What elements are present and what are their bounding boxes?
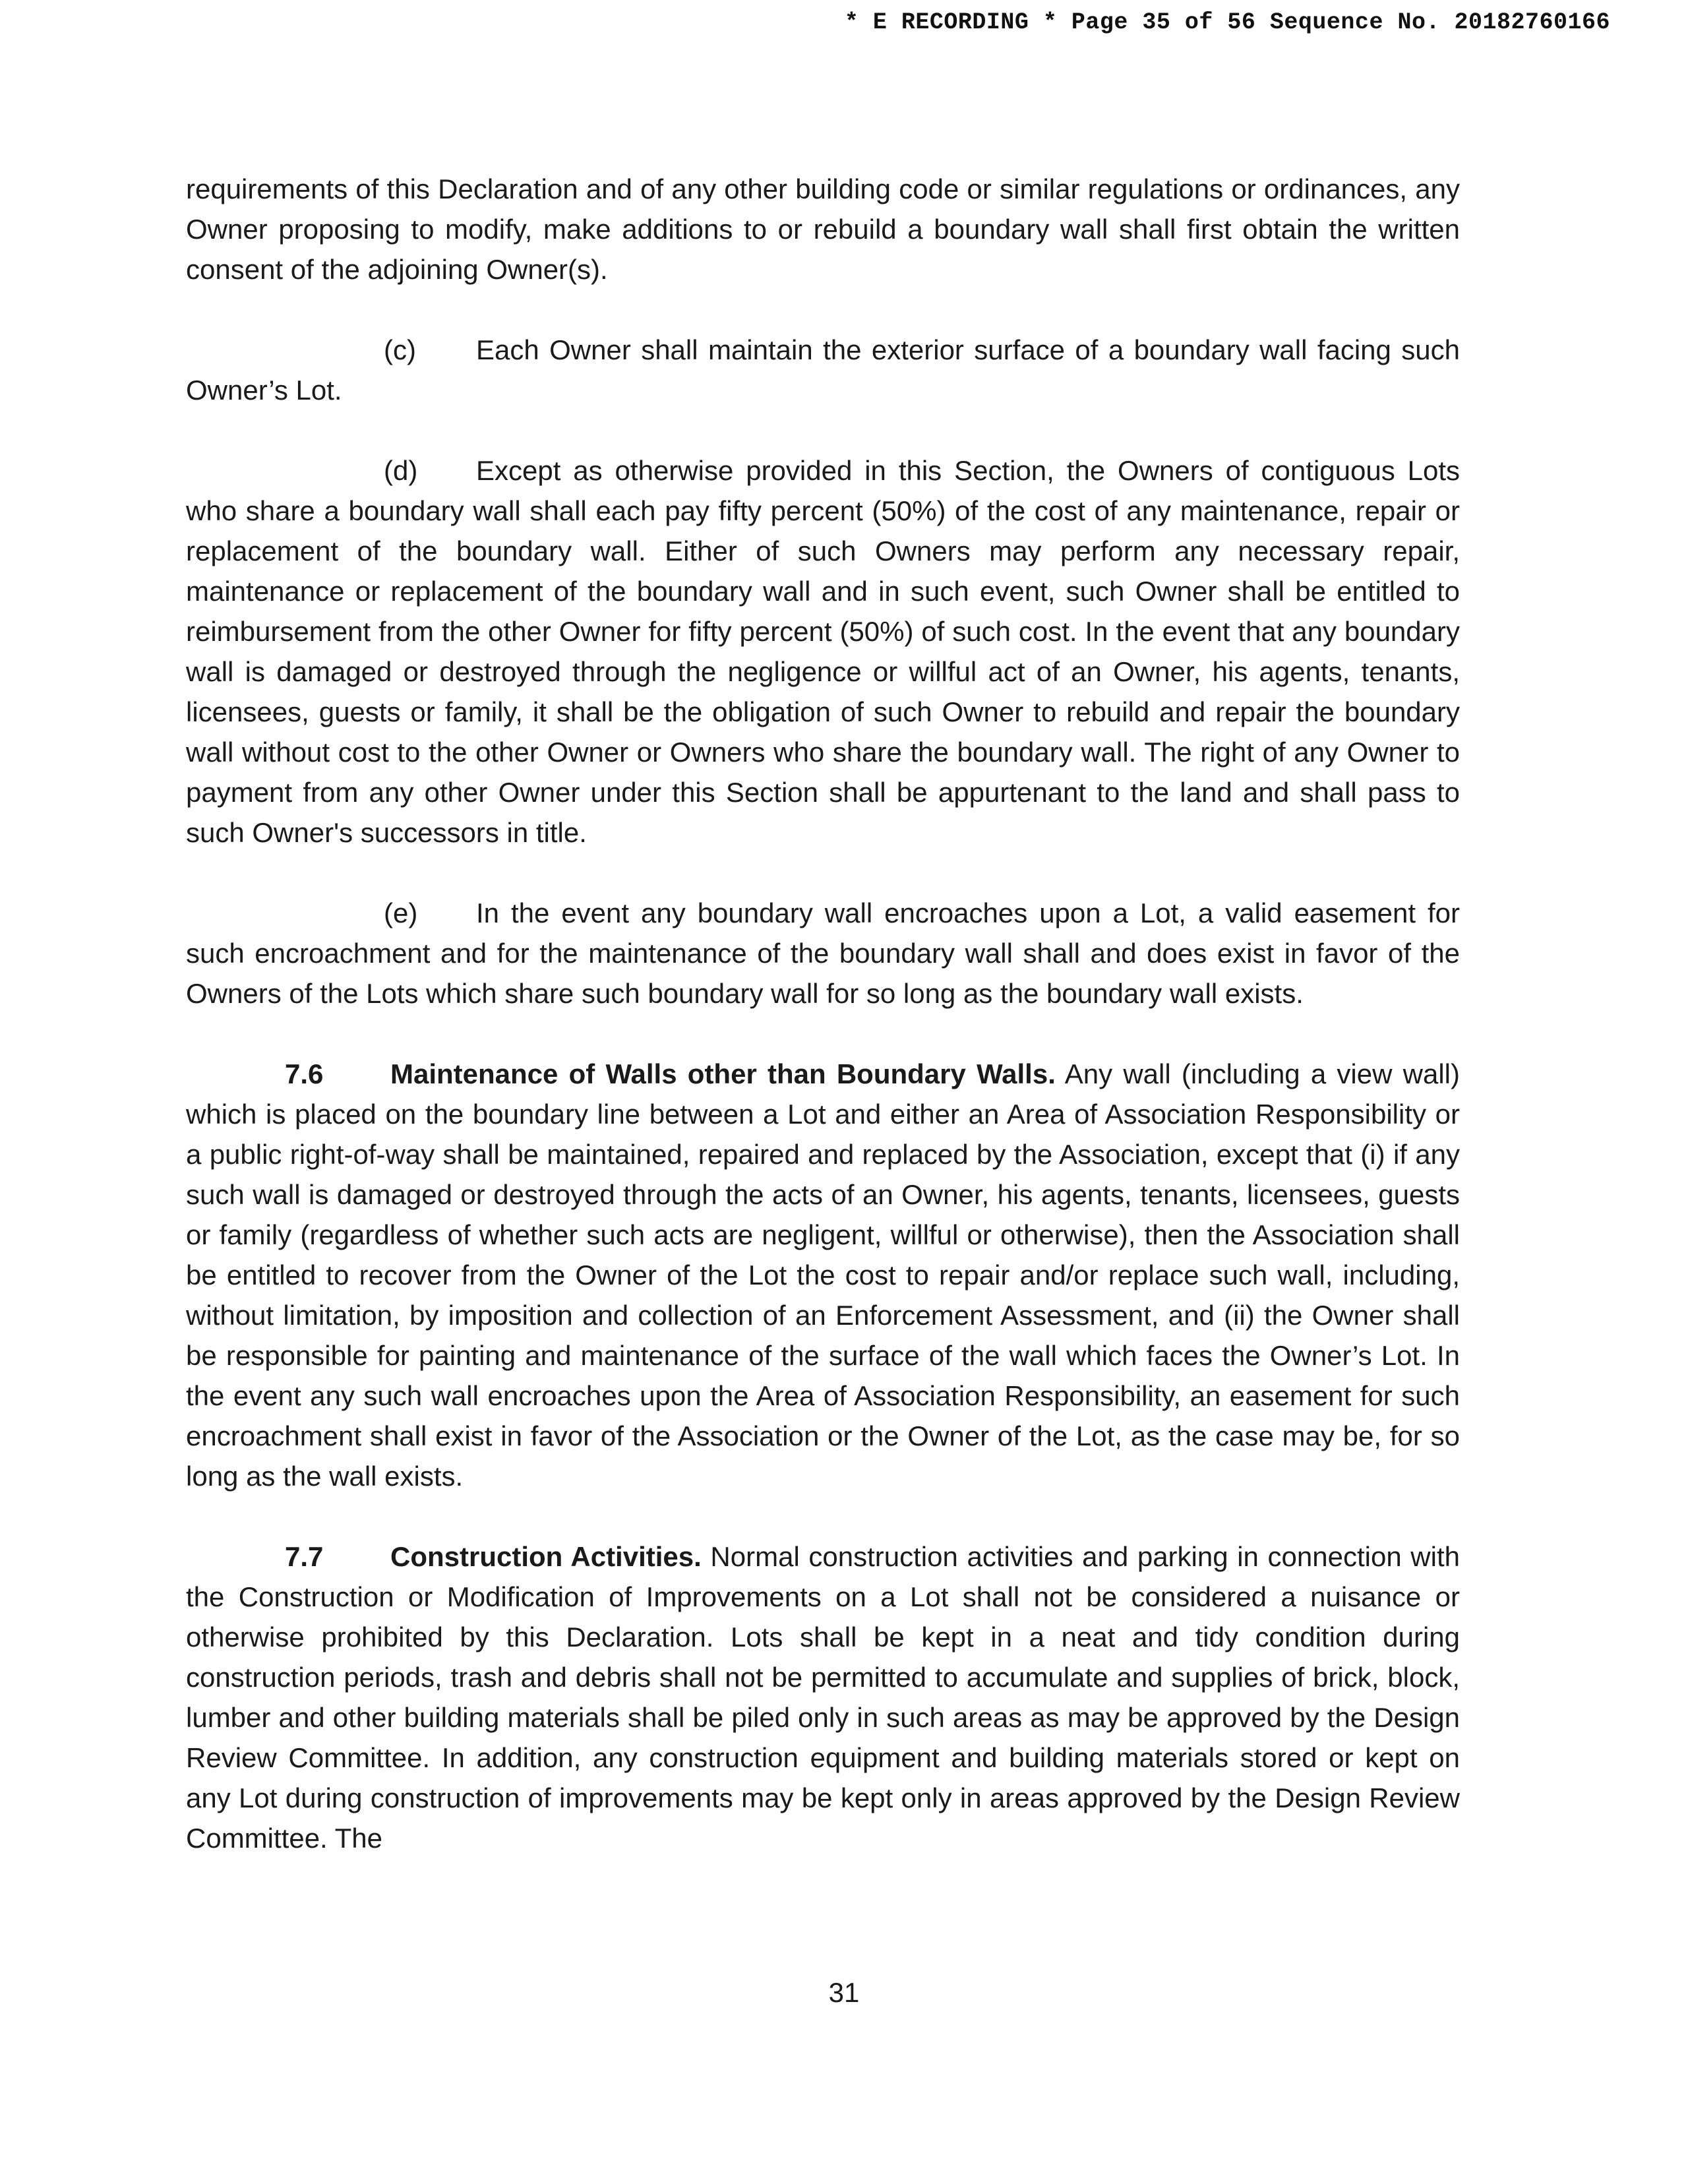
item-d-paragraph: [186, 450, 1460, 853]
section-7-6-title: Maintenance of Walls other than Boundary Walls.: [390, 1058, 1056, 1089]
page-number: 31: [828, 1977, 860, 2008]
item-e-text: In the event any boundary wall encroaches upon a Lot, a valid easement for such encroachment and for the maintenance of the boundary wall shall and does exist in favor of the Owners of the Lots which share such boundary wall for so long as the boundary wall exists.: [186, 897, 1460, 1009]
intro-paragraph: requirements of this Declaration and of any other building code or similar regulations or ordinances, any Owner proposing to modify, make additions to or rebuild a boundary wall shall first obtain the written consent of the adjoining Owner(s).: [186, 173, 1460, 285]
item-e-label: (e): [384, 897, 418, 928]
section-7-7-title: Construction Activities.: [390, 1541, 702, 1572]
item-c-paragraph: [186, 330, 1460, 410]
section-7-7-text: Normal construction activities and parking in connection with the Construction or Modification of Improvements on a Lot shall not be considered a nuisance or otherwise prohibited by this Declaration. Lots shall be kept in a neat and tidy condition during construction periods, trash and debris shall not be permitted to accumulate and supplies of brick, block, lumber and other building materials shall be piled only in such areas as may be approved by the Design Review Committee. In addition, any construction equipment and building materials stored or kept on any Lot during construction of improvements may be kept only in areas approved by the Design Review Committee. The: [186, 1541, 1460, 1854]
recording-header: * E RECORDING * Page 35 of 56 Sequence No. 20182760166: [844, 9, 1610, 36]
section-7-7-paragraph: [186, 1536, 1460, 1858]
section-7-6-paragraph: [186, 1054, 1460, 1496]
document-body: [186, 169, 1460, 1898]
item-c-label: (c): [384, 334, 416, 365]
item-d-label: (d): [384, 455, 418, 486]
section-7-6-number: 7.6: [285, 1058, 324, 1089]
section-7-7-number: 7.7: [285, 1541, 324, 1572]
item-e-paragraph: [186, 893, 1460, 1014]
section-7-6-text: Any wall (including a view wall) which is placed on the boundary line between a Lot and either an Area of Association Responsibility or a public right-of-way shall be maintained, repaired and replaced by the Association, except that (i) if any such wall is damaged or destroyed through the acts of an Owner, his agents, tenants, licensees, guests or family (regardless of whether such acts are negligent, willful or otherwise), then the Association shall be entitled to recover from the Owner of the Lot the cost to repair and/or replace such wall, including, without limitation, by imposition and collection of an Enforcement Assessment, and (ii) the Owner shall be responsible for painting and maintenance of the surface of the wall which faces the Owner’s Lot. In the event any such wall encroaches upon the Area of Association Responsibility, an easement for such encroachment shall exist in favor of the Association or the Owner of the Lot, as the case may be, for so long as the wall exists.: [186, 1058, 1460, 1492]
item-d-text: Except as otherwise provided in this Section, the Owners of contiguous Lots who share a boundary wall shall each pay fifty percent (50%) of the cost of any maintenance, repair or replacement of the boundary wall. Either of such Owners may perform any necessary repair, maintenance or replacement of the boundary wall and in such event, such Owner shall be entitled to reimbursement from the other Owner for fifty percent (50%) of such cost. In the event that any boundary wall is damaged or destroyed through the negligence or willful act of an Owner, his agents, tenants, licensees, guests or family, it shall be the obligation of such Owner to rebuild and repair the boundary wall without cost to the other Owner or Owners who share the boundary wall. The right of any Owner to payment from any other Owner under this Section shall be appurtenant to the land and shall pass to such Owner's successors in title.: [186, 455, 1460, 848]
item-c-text: Each Owner shall maintain the exterior surface of a boundary wall facing such Owner’s Lot.: [186, 334, 1460, 406]
